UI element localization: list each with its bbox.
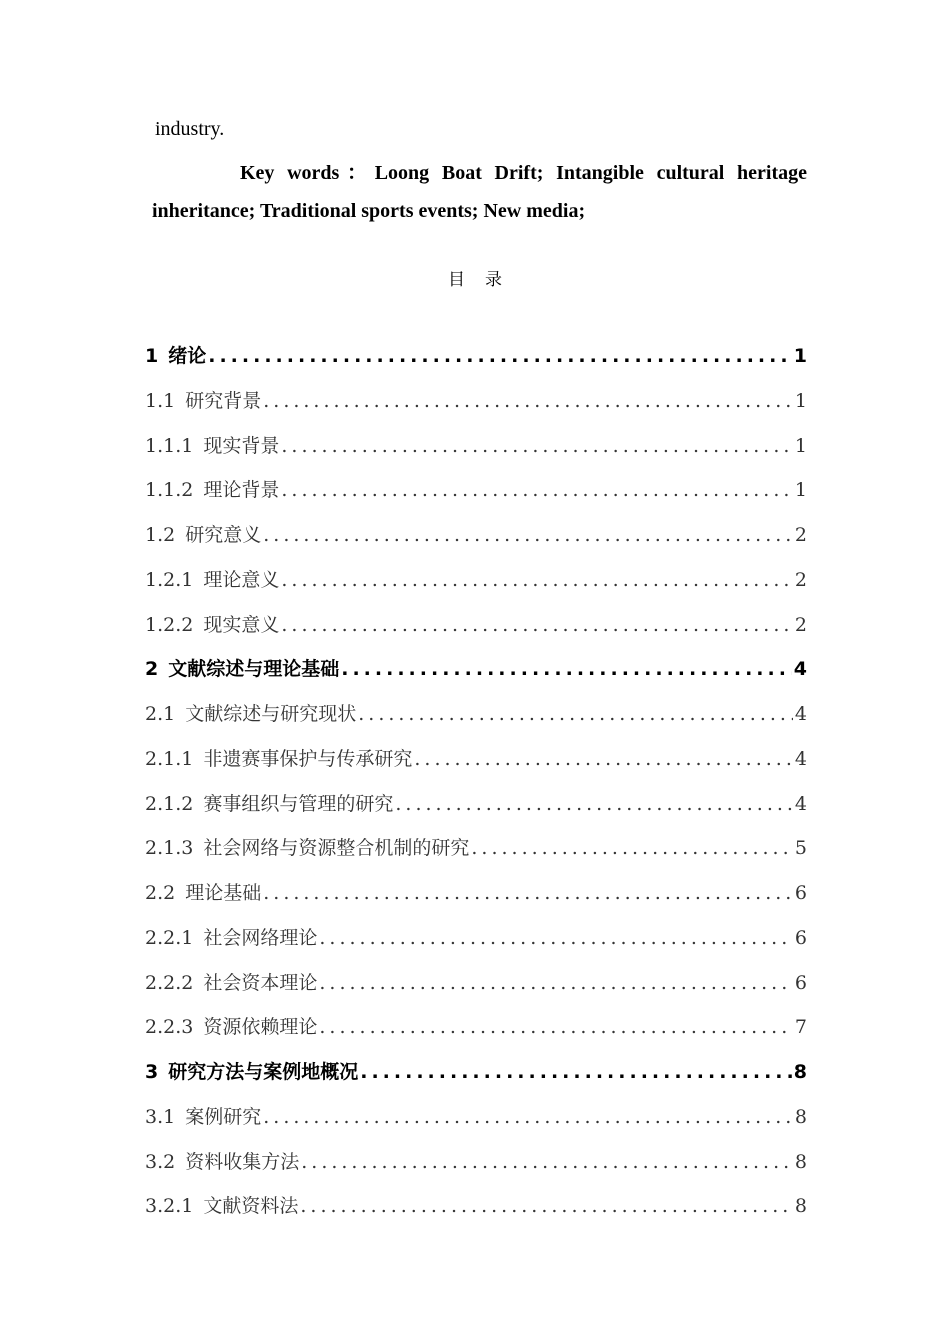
toc-entry-number: 3 (145, 1061, 159, 1083)
toc-dot-leader (263, 513, 793, 558)
toc-entry[interactable] (145, 1050, 807, 1095)
toc-entry-title: 社会资本理论 (203, 971, 318, 994)
toc-entry-title: 文献综述与理论基础 (168, 658, 340, 681)
toc-entry[interactable] (145, 468, 807, 513)
toc-entry[interactable] (145, 558, 807, 603)
toc-entry-number: 3.2 (145, 1150, 176, 1173)
toc-entry-number: 2.1.2 (145, 792, 194, 815)
toc-dot-leader (319, 1005, 793, 1050)
toc-entry-title: 资料收集方法 (185, 1150, 300, 1173)
toc-dot-leader (263, 379, 793, 424)
toc-entry-number: 2.1.1 (145, 747, 194, 770)
toc-entry-title: 赛事组织与管理的研究 (203, 792, 394, 815)
toc-entry-page-number: 4 (793, 658, 807, 681)
toc-dot-leader (281, 558, 793, 603)
toc-entry-title: 理论意义 (203, 568, 280, 591)
toc-entry-title: 案例研究 (185, 1105, 262, 1128)
toc-dot-leader (301, 1140, 793, 1185)
toc-entry[interactable] (145, 826, 807, 871)
toc-entry-page-number: 1 (793, 345, 807, 367)
toc-entry-title: 社会网络与资源整合机制的研究 (203, 837, 470, 860)
toc-entry-number: 2.1 (145, 703, 176, 725)
toc-entry[interactable] (145, 1140, 807, 1185)
toc-dot-leader (471, 826, 793, 871)
abstract-tail-text: industry. (155, 118, 225, 140)
toc-entry[interactable] (145, 334, 807, 379)
toc-dot-leader (281, 468, 793, 513)
toc-entry-title: 研究意义 (185, 524, 262, 546)
toc-dot-leader (263, 1095, 793, 1140)
toc-entry[interactable] (145, 1005, 807, 1050)
toc-entry-number: 2.2.3 (145, 1016, 194, 1039)
toc-entry[interactable] (145, 961, 807, 1006)
toc-entry-page-number: 1 (794, 389, 807, 412)
toc-dot-leader (341, 647, 792, 692)
toc-dot-leader (281, 603, 793, 648)
toc-dot-leader (208, 334, 792, 379)
toc-entry-title: 现实背景 (203, 434, 280, 457)
toc-entry[interactable] (145, 737, 807, 782)
toc-entry-number: 2.2 (145, 882, 176, 904)
toc-entry-number: 1.1 (145, 389, 176, 412)
toc-entry-number: 1.2.2 (145, 613, 194, 636)
toc-entry-number: 2 (145, 658, 159, 681)
toc-entry-number: 1.2.1 (145, 568, 194, 591)
toc-entry-page-number: 1 (794, 434, 807, 457)
toc-entry-title: 理论基础 (185, 882, 262, 904)
toc-entry-page-number: 4 (794, 747, 807, 770)
toc-entry-page-number: 7 (794, 1016, 807, 1039)
toc-entry-title: 文献资料法 (203, 1195, 299, 1218)
toc-entry-page-number: 8 (794, 1105, 807, 1128)
toc-dot-leader (358, 692, 793, 737)
toc-entry[interactable] (145, 603, 807, 648)
toc-entry[interactable] (145, 513, 807, 558)
toc-entry[interactable] (145, 782, 807, 827)
keywords-paragraph (152, 154, 807, 230)
toc-dot-leader (263, 871, 793, 916)
toc-entry-title: 非遗赛事保护与传承研究 (203, 747, 413, 770)
toc-entry-number: 2.1.3 (145, 837, 194, 860)
toc-entry-page-number: 2 (794, 524, 807, 546)
toc-entry-number: 3.2.1 (145, 1195, 194, 1218)
toc-entry-page-number: 5 (794, 837, 807, 860)
toc-entry-number: 2.2.1 (145, 926, 194, 949)
toc-entry-title: 现实意义 (203, 613, 280, 636)
toc-entry-page-number: 2 (794, 613, 807, 636)
toc-entry[interactable] (145, 379, 807, 424)
toc-entry-page-number: 8 (794, 1195, 807, 1218)
toc-entry-title: 文献综述与研究现状 (185, 703, 357, 725)
toc-entry-number: 3.1 (145, 1105, 176, 1128)
toc-dot-leader (360, 1050, 792, 1095)
toc-entry-number: 1.1.1 (145, 434, 194, 457)
toc-entry-number: 1.2 (145, 524, 176, 546)
toc-entry-page-number: 8 (793, 1061, 807, 1083)
toc-entry-number: 1.1.2 (145, 479, 194, 502)
toc-dot-leader (300, 1184, 793, 1229)
toc-entry-number: 2.2.2 (145, 971, 194, 994)
keywords-label: Key words： (240, 162, 375, 184)
toc-entry[interactable] (145, 916, 807, 961)
toc-entry-page-number: 4 (794, 792, 807, 815)
toc-entry-title: 绪论 (168, 345, 207, 367)
toc-title: 目录 (448, 270, 522, 290)
toc-entry[interactable] (145, 1184, 807, 1229)
toc-entry-number: 1 (145, 345, 159, 367)
toc-entry-page-number: 6 (794, 926, 807, 949)
toc-entry[interactable] (145, 1095, 807, 1140)
keywords-text: Loong Boat Drift; Intangible cultural heritage inheritance; Traditional sports events; New media; (152, 162, 807, 222)
toc-dot-leader (319, 961, 793, 1006)
toc-dot-leader (395, 782, 793, 827)
toc-entry-title: 研究方法与案例地概况 (168, 1061, 359, 1083)
toc-dot-leader (281, 424, 793, 469)
toc-entry-title: 研究背景 (185, 389, 262, 412)
toc-dot-leader (414, 737, 793, 782)
toc-entry-page-number: 6 (794, 882, 807, 904)
toc-dot-leader (319, 916, 793, 961)
toc-entry-title: 资源依赖理论 (203, 1016, 318, 1039)
toc-entry[interactable] (145, 424, 807, 469)
table-of-contents (145, 334, 807, 1229)
toc-entry[interactable] (145, 692, 807, 737)
toc-entry-page-number: 4 (794, 703, 807, 725)
toc-entry-page-number: 1 (794, 479, 807, 502)
toc-entry-page-number: 8 (794, 1150, 807, 1173)
toc-entry-title: 理论背景 (203, 479, 280, 502)
toc-entry[interactable] (145, 871, 807, 916)
toc-entry-page-number: 2 (794, 568, 807, 591)
toc-entry-title: 社会网络理论 (203, 926, 318, 949)
toc-entry[interactable] (145, 647, 807, 692)
toc-entry-page-number: 6 (794, 971, 807, 994)
